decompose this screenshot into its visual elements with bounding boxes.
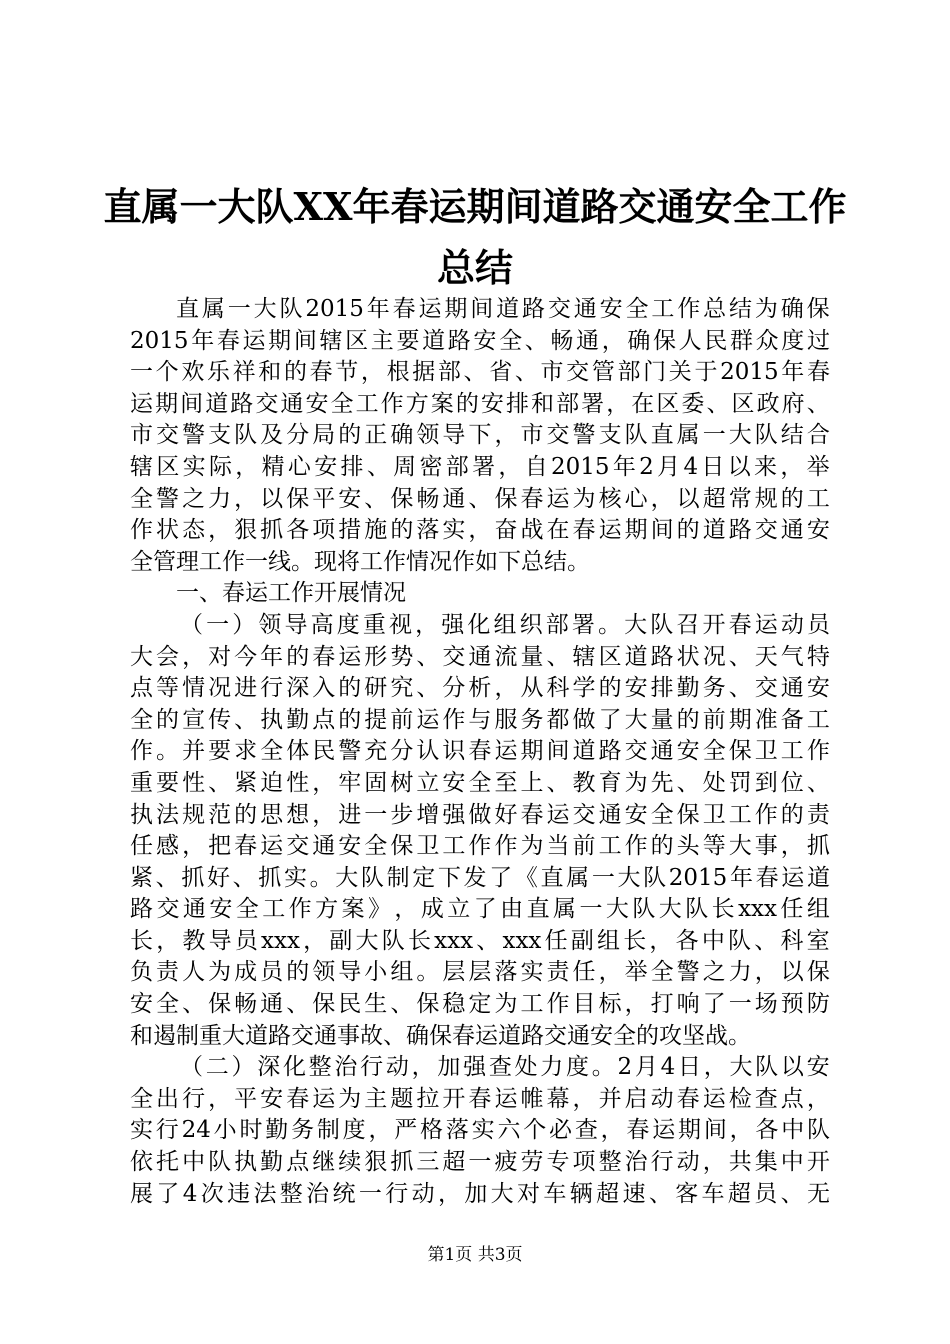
body-line: 辖 区 实 际 ， 精 心 安 排 、 周 密 部 署 ， 自 2015 年 2 月 4 日 以 来 ， 举 bbox=[130, 453, 830, 480]
body-line: 展 了 4 次 违 法 整 治 统 一 行 动 ， 加 大 对 车 辆 超 速 、 客 车 超 员 、 无 bbox=[130, 1180, 830, 1207]
body-line: 任 感 ， 把 春 运 交 通 安 全 保 卫 工 作 作 为 当 前 工 作 的 头 等 大 事 ， 抓 bbox=[130, 833, 830, 860]
body-line: 长 ， 教 导 员 xxx ， 副 大 队 长 xxx 、 xxx 任 副 组 长 ， 各 中 队 、 科 室 bbox=[130, 927, 830, 954]
document-title-line-1: 直属一大队XX年春运期间道路交通安全工作 bbox=[103, 184, 847, 229]
body-line: 路 交 通 安 全 工 作 方 案 》 ， 成 立 了 由 直 属 一 大 队 大 队 长 xxx 任 组 bbox=[130, 896, 830, 923]
body-line: 负 责 人 为 成 员 的 领 导 小 组 。 层 层 落 实 责 任 ， 举 全 警 之 力 ， 以 保 bbox=[130, 959, 830, 986]
body-line: 作 状 态 ， 狠 抓 各 项 措 施 的 落 实 ， 奋 战 在 春 运 期 间 的 道 路 交 通 安 bbox=[130, 517, 830, 544]
body-line: 运 期 间 道 路 交 通 安 全 工 作 方 案 的 安 排 和 部 署 ， 在 区 委 、 区 政 府 、 bbox=[130, 390, 830, 417]
body-line: 实 行 24 小 时 勤 务 制 度 ， 严 格 落 实 六 个 必 查 ， 春 运 期 间 ， 各 中 队 bbox=[130, 1117, 830, 1144]
document-body bbox=[130, 294, 830, 1210]
body-line: 和遏制重大道路交通事故、确保春运道路交通安全的攻坚战。 bbox=[130, 1022, 751, 1049]
body-line: 市 交 警 支 队 及 分 局 的 正 确 领 导 下 ， 市 交 警 支 队 直 属 一 大 队 结 合 bbox=[130, 422, 830, 449]
body-line: 直 属 一 大 队 2015 年 春 运 期 间 道 路 交 通 安 全 工 作 总 结 为 确 保 bbox=[176, 296, 830, 322]
body-line: 全 警 之 力 ， 以 保 平 安 、 保 畅 通 、 保 春 运 为 核 心 ， 以 超 常 规 的 工 bbox=[130, 485, 830, 512]
body-line: 依 托 中 队 执 勤 点 继 续 狠 抓 三 超 一 疲 劳 专 项 整 治 行 动 ， 共 集 中 开 bbox=[130, 1149, 830, 1176]
body-line: 全 出 行 ， 平 安 春 运 为 主 题 拉 开 春 运 帷 幕 ， 并 启 动 春 运 检 查 点 ， bbox=[130, 1085, 830, 1112]
body-line: 紧 、 抓 好 、 抓 实 。 大 队 制 定 下 发 了 《 直 属 一 大 队 2015 年 春 运 道 bbox=[130, 864, 830, 891]
body-line: 大 会 ， 对 今 年 的 春 运 形 势 、 交 通 流 量 、 辖 区 道 路 状 况 、 天 气 特 bbox=[130, 643, 830, 670]
body-line: 点 等 情 况 进 行 深 入 的 研 究 、 分 析 ， 从 科 学 的 安 排 勤 务 、 交 通 安 bbox=[130, 675, 830, 702]
body-line: 全管理工作一线。现将工作情况作如下总结。 bbox=[130, 548, 590, 575]
body-line: 执 法 规 范 的 思 想 ， 进 一 步 增 强 做 好 春 运 交 通 安 全 保 卫 工 作 的 责 bbox=[130, 801, 830, 828]
page-footer: 第1页 共3页 bbox=[427, 1245, 523, 1265]
body-line: 作 。 并 要 求 全 体 民 警 充 分 认 识 春 运 期 间 道 路 交 通 安 全 保 卫 工 作 bbox=[130, 738, 830, 765]
body-line: 一 个 欢 乐 祥 和 的 春 节 ， 根 据 部 、 省 、 市 交 管 部 门 关 于 2015 年 春 bbox=[130, 359, 830, 386]
document-title-line-2: 总结 bbox=[436, 245, 513, 290]
body-line: 一、春运工作开展情况 bbox=[176, 580, 406, 607]
body-line: 全 的 宣 传 、 执 勤 点 的 提 前 运 作 与 服 务 都 做 了 大 量 的 前 期 准 备 工 bbox=[130, 706, 830, 733]
body-line: 2015 年 春 运 期 间 辖 区 主 要 道 路 安 全 、 畅 通 ， 确 保 人 民 群 众 度 过 bbox=[130, 327, 830, 354]
body-line: 重 要 性 、 紧 迫 性 ， 牢 固 树 立 安 全 至 上 、 教 育 为 先 、 处 罚 到 位 、 bbox=[130, 769, 830, 796]
body-line: （ 二 ） 深 化 整 治 行 动 ， 加 强 查 处 力 度 。 2 月 4 日 ， 大 队 以 安 bbox=[180, 1054, 830, 1081]
body-line: （ 一 ） 领 导 高 度 重 视 ， 强 化 组 织 部 署 。 大 队 召 开 春 运 动 员 bbox=[180, 611, 830, 638]
body-line: 安 全 、 保 畅 通 、 保 民 生 、 保 稳 定 为 工 作 目 标 ， 打 响 了 一 场 预 防 bbox=[130, 991, 830, 1018]
